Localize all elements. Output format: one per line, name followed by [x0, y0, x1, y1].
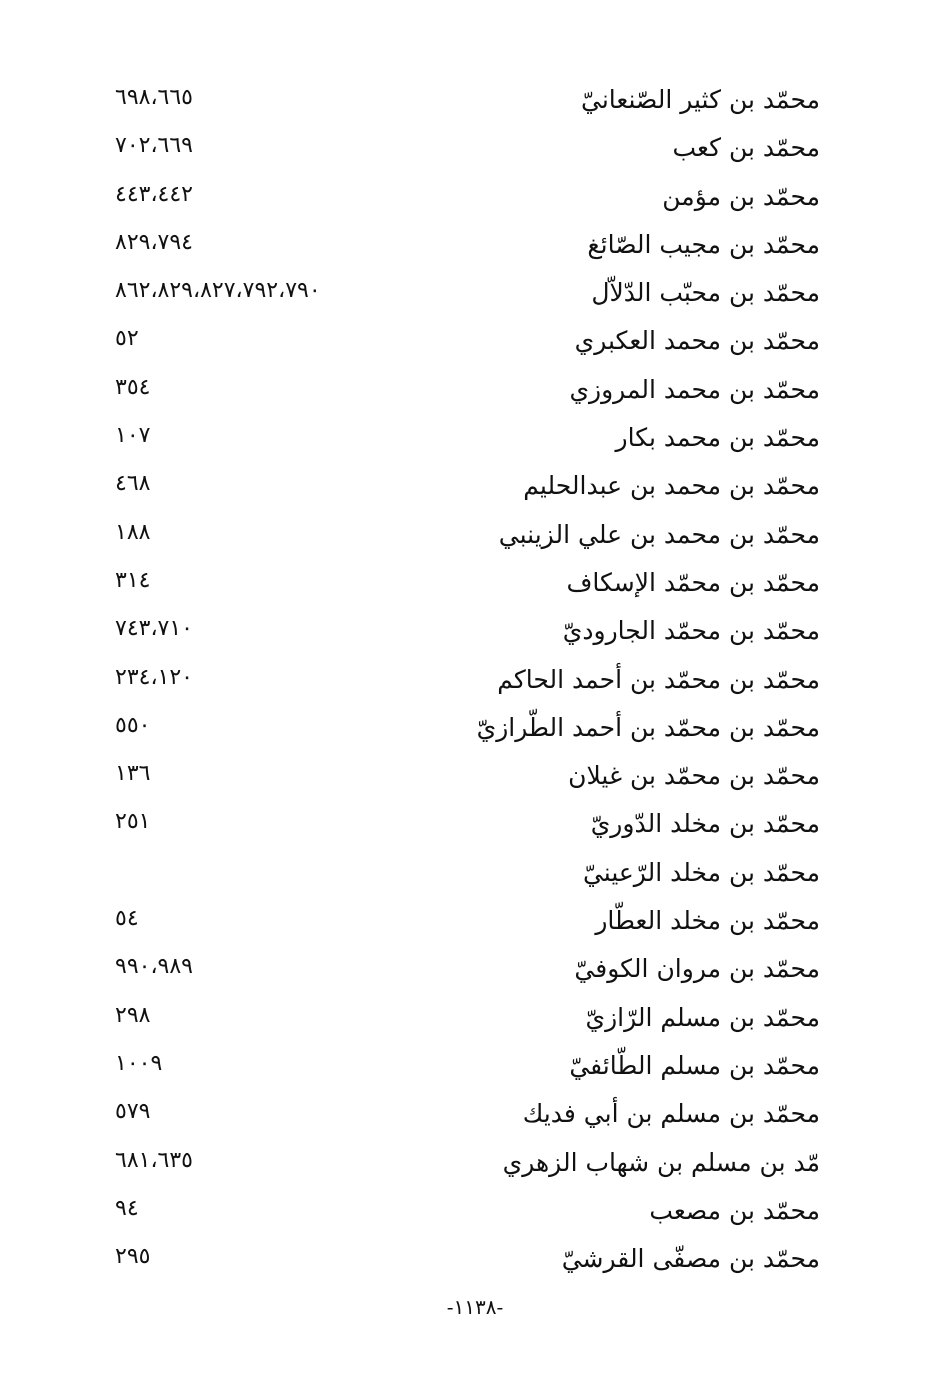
entry-page-references: ١٣٦ — [115, 761, 151, 787]
index-entry — [0, 124, 950, 172]
entry-page-references: ٢٥١ — [115, 809, 151, 835]
entry-name: محمّد بن مخلد الرّعينيّ — [582, 857, 820, 887]
index-entry — [0, 849, 950, 897]
entry-page-references: ٢٩٨ — [115, 1002, 151, 1028]
entry-page-references: ٧٠٢،٦٦٩ — [115, 133, 193, 159]
index-entry — [0, 1042, 950, 1090]
entry-name: محمّد بن محمد بكار — [615, 423, 820, 453]
entry-page-references: ٤٤٣،٤٤٢ — [115, 181, 193, 207]
entry-name: محمّد بن مخلد العطّار — [595, 906, 820, 936]
entry-name: محمّد بن محمد العكبري — [574, 326, 820, 356]
entry-name: محمّد بن مسلم الرّازيّ — [585, 1002, 820, 1032]
entry-page-references: ٣٥٤ — [115, 374, 151, 400]
index-entry — [0, 704, 950, 752]
index-entry — [0, 414, 950, 462]
entry-name: محمّد بن محمّد الجاروديّ — [562, 616, 820, 646]
entry-name: محمّد بن محمّد الإسكاف — [566, 567, 820, 597]
index-entry — [0, 994, 950, 1042]
index-entry — [0, 317, 950, 365]
entry-name: محمّد بن محمّد بن غيلان — [568, 761, 820, 791]
entry-page-references: ٥٥٠ — [115, 712, 151, 738]
page-number: -١١٣٨- — [446, 1295, 504, 1319]
index-entry — [0, 511, 950, 559]
index-entry — [0, 269, 950, 317]
entry-page-references: ١٠٠٩ — [115, 1050, 163, 1076]
entry-name: محمّد بن كعب — [672, 133, 820, 163]
entry-page-references: ٦٨١،٦٣٥ — [115, 1147, 193, 1173]
index-entry — [0, 897, 950, 945]
index-entry — [0, 559, 950, 607]
index-entry — [0, 366, 950, 414]
entry-name: محمّد بن محمد المروزي — [569, 374, 820, 404]
index-entry — [0, 173, 950, 221]
entry-page-references: ٨٢٩،٧٩٤ — [115, 229, 193, 255]
entry-page-references: ٩٤ — [115, 1195, 139, 1221]
index-entry — [0, 656, 950, 704]
index-entry — [0, 1187, 950, 1235]
entry-name: مّد بن مسلم بن شهاب الزهري — [502, 1147, 820, 1177]
entry-page-references: ١٠٧ — [115, 423, 151, 449]
entry-page-references: ٤٦٨ — [115, 471, 151, 497]
entry-name: محمّد بن محمّد بن أحمد الطّرازيّ — [476, 712, 820, 742]
entry-name: محمّد بن مجيب الصّائغ — [587, 229, 820, 259]
index-entry — [0, 800, 950, 848]
entry-name: محمّد بن مخلد الدّوريّ — [590, 809, 820, 839]
index-entry — [0, 1090, 950, 1138]
entry-name: محمّد بن مؤمن — [662, 181, 820, 211]
entry-page-references: ٦٩٨،٦٦٥ — [115, 85, 193, 110]
entry-name: محمّد بن محمد بن عبدالحليم — [523, 471, 820, 501]
entry-page-references: ٣١٤ — [115, 567, 151, 593]
index-entry — [0, 945, 950, 993]
index-entry — [0, 76, 950, 124]
entry-page-references: ٥٧٩ — [115, 1099, 151, 1125]
entry-name: محمّد بن مسلم بن أبي فديك — [522, 1099, 820, 1129]
entry-page-references: ٥٢ — [115, 326, 139, 352]
index-entry — [0, 221, 950, 269]
index-entry — [0, 462, 950, 510]
entry-page-references: ٨٦٢،٨٢٩،٨٢٧،٧٩٢،٧٩٠ — [115, 278, 321, 304]
index-entry — [0, 752, 950, 800]
entry-page-references: ٢٩٥ — [115, 1244, 151, 1270]
entry-name: محمّد بن مسلم الطّائفيّ — [569, 1050, 820, 1080]
entry-name: محمّد بن محبّب الدّلاّل — [591, 278, 820, 308]
index-entry — [0, 607, 950, 655]
entry-page-references: ٥٤ — [115, 906, 139, 932]
index-entries — [0, 76, 950, 1283]
entry-page-references: ٧٤٣،٧١٠ — [115, 616, 193, 642]
entry-name: محمّد بن محمد بن علي الزينبي — [498, 519, 820, 549]
entry-name: محمّد بن محمّد بن أحمد الحاكم — [497, 664, 820, 694]
entry-name: محمّد بن مروان الكوفيّ — [574, 954, 820, 984]
entry-name: محمّد بن كثير الصّنعانيّ — [581, 85, 820, 114]
index-entry — [0, 1235, 950, 1283]
entry-page-references: ١٨٨ — [115, 519, 151, 545]
index-entry — [0, 1139, 950, 1187]
entry-page-references: ٢٣٤،١٢٠ — [115, 664, 193, 690]
entry-page-references: ٩٩٠،٩٨٩ — [115, 954, 193, 980]
entry-name: محمّد بن مصفّى القرشيّ — [561, 1244, 820, 1274]
entry-name: محمّد بن مصعب — [649, 1195, 820, 1225]
